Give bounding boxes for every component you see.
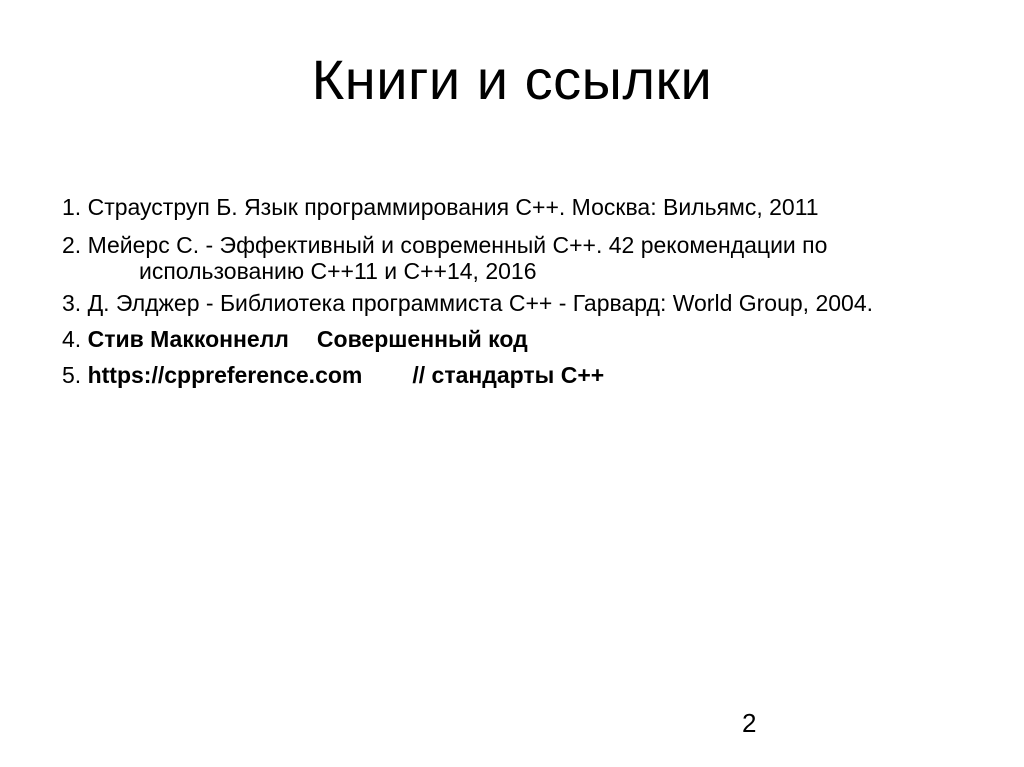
reference-url[interactable]: https://cppreference.com xyxy=(87,362,363,388)
slide-title: Книги и ссылки xyxy=(311,48,713,111)
reference-number: 2. xyxy=(62,232,82,258)
reference-number: 1. xyxy=(62,194,82,220)
reference-item-2 xyxy=(62,232,982,284)
reference-number: 4. xyxy=(62,326,82,352)
reference-item-4 xyxy=(62,326,982,352)
reference-line xyxy=(62,290,982,316)
reference-text: Д. Элджер - Библиотека программиста С++ - Гарвард: World Group, 2004. xyxy=(87,290,874,316)
page-number: 2 xyxy=(742,708,757,738)
reference-item-1 xyxy=(62,194,982,220)
reference-text: Мейерс С. - Эффективный и современный С++. 42 рекомендации по xyxy=(87,232,828,258)
reference-line xyxy=(62,326,982,352)
reference-line xyxy=(62,194,982,220)
reference-item-3 xyxy=(62,290,982,316)
reference-author: Стив Макконнелл xyxy=(87,326,289,352)
reference-text: Страуструп Б. Язык программирования С++. Москва: Вильямс, 2011 xyxy=(87,194,819,220)
reference-line-continuation: использованию С++11 и С++14, 2016 xyxy=(139,258,537,284)
reference-number: 5. xyxy=(62,362,82,388)
reference-comment: // стандарты С++ xyxy=(412,362,605,388)
reference-line xyxy=(62,362,982,388)
reference-line xyxy=(62,232,982,258)
reference-number: 3. xyxy=(62,290,82,316)
reference-item-5 xyxy=(62,362,982,388)
reference-work: Совершенный код xyxy=(316,326,528,352)
